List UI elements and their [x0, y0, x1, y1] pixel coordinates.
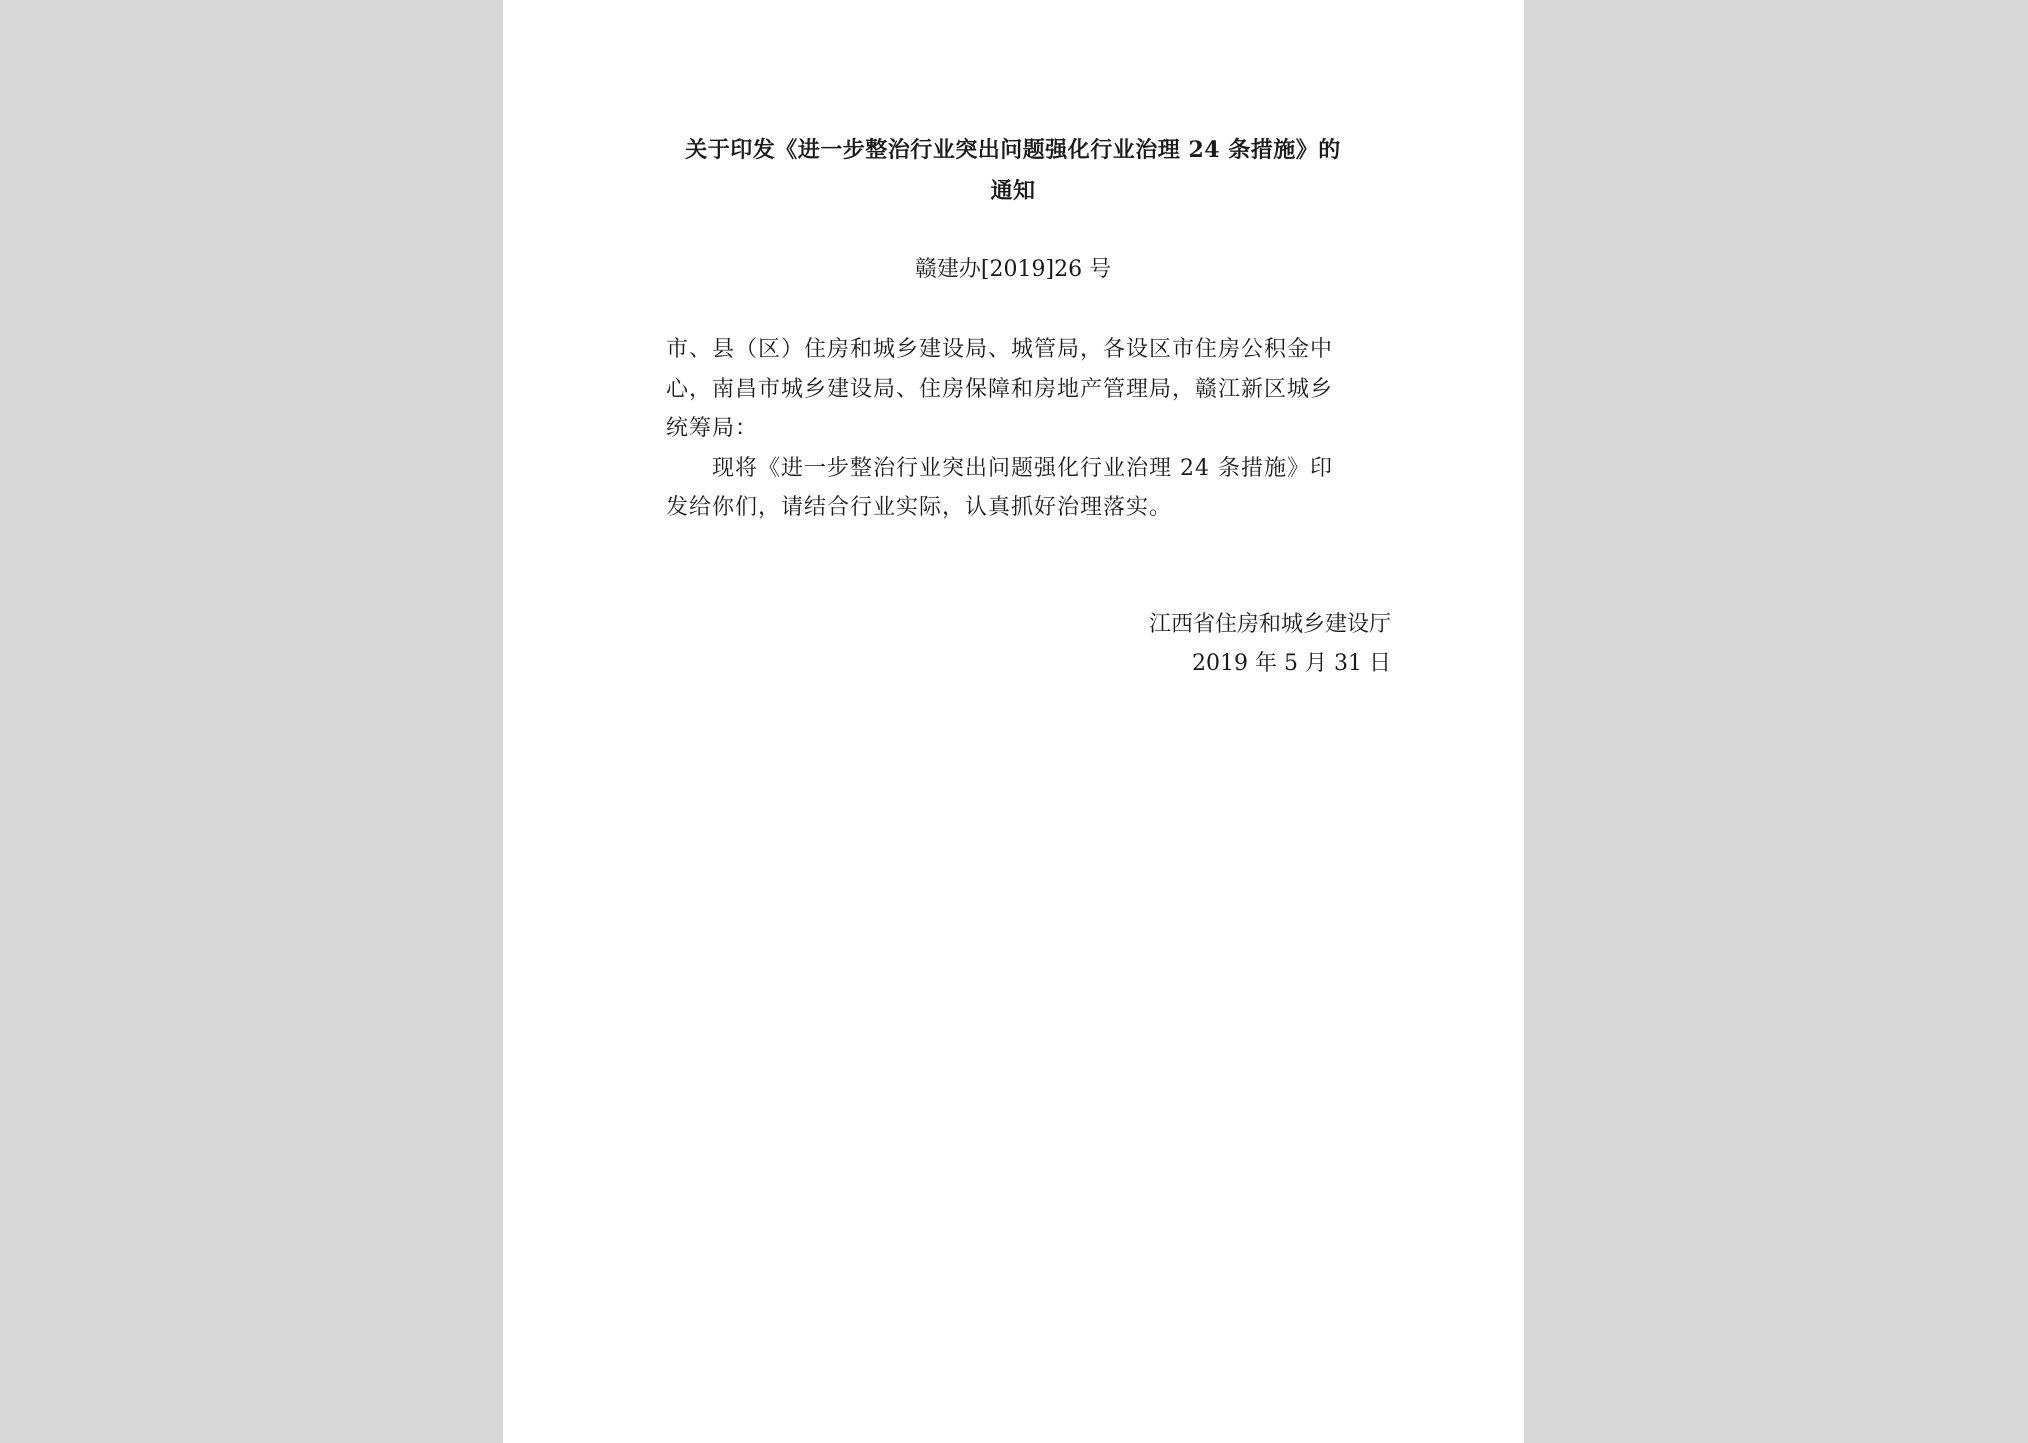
addressee-line-1: 市、县（区）住房和城乡建设局、城管局，各设区市住房公积金中 [666, 337, 1334, 362]
addressee-line-3: 统筹局： [666, 416, 759, 441]
signature-organization: 江西省住房和城乡建设厅 [1148, 612, 1391, 637]
body-line-1: 现将《进一步整治行业突出问题强化行业治理 24 条措施》印 [712, 456, 1333, 481]
addressee-line-2: 心，南昌市城乡建设局、住房保障和房地产管理局，赣江新区城乡 [666, 377, 1334, 402]
signature-date: 2019 年 5 月 31 日 [1192, 651, 1391, 676]
document-title-line-1: 关于印发《进一步整治行业突出问题强化行业治理 24 条措施》的 [685, 137, 1341, 163]
document-number: 赣建办[2019]26 号 [914, 257, 1112, 282]
document-title-line-2: 通知 [990, 178, 1036, 204]
body-line-2: 发给你们，请结合行业实际，认真抓好治理落实。 [666, 495, 1173, 520]
document-page [503, 0, 1524, 1443]
